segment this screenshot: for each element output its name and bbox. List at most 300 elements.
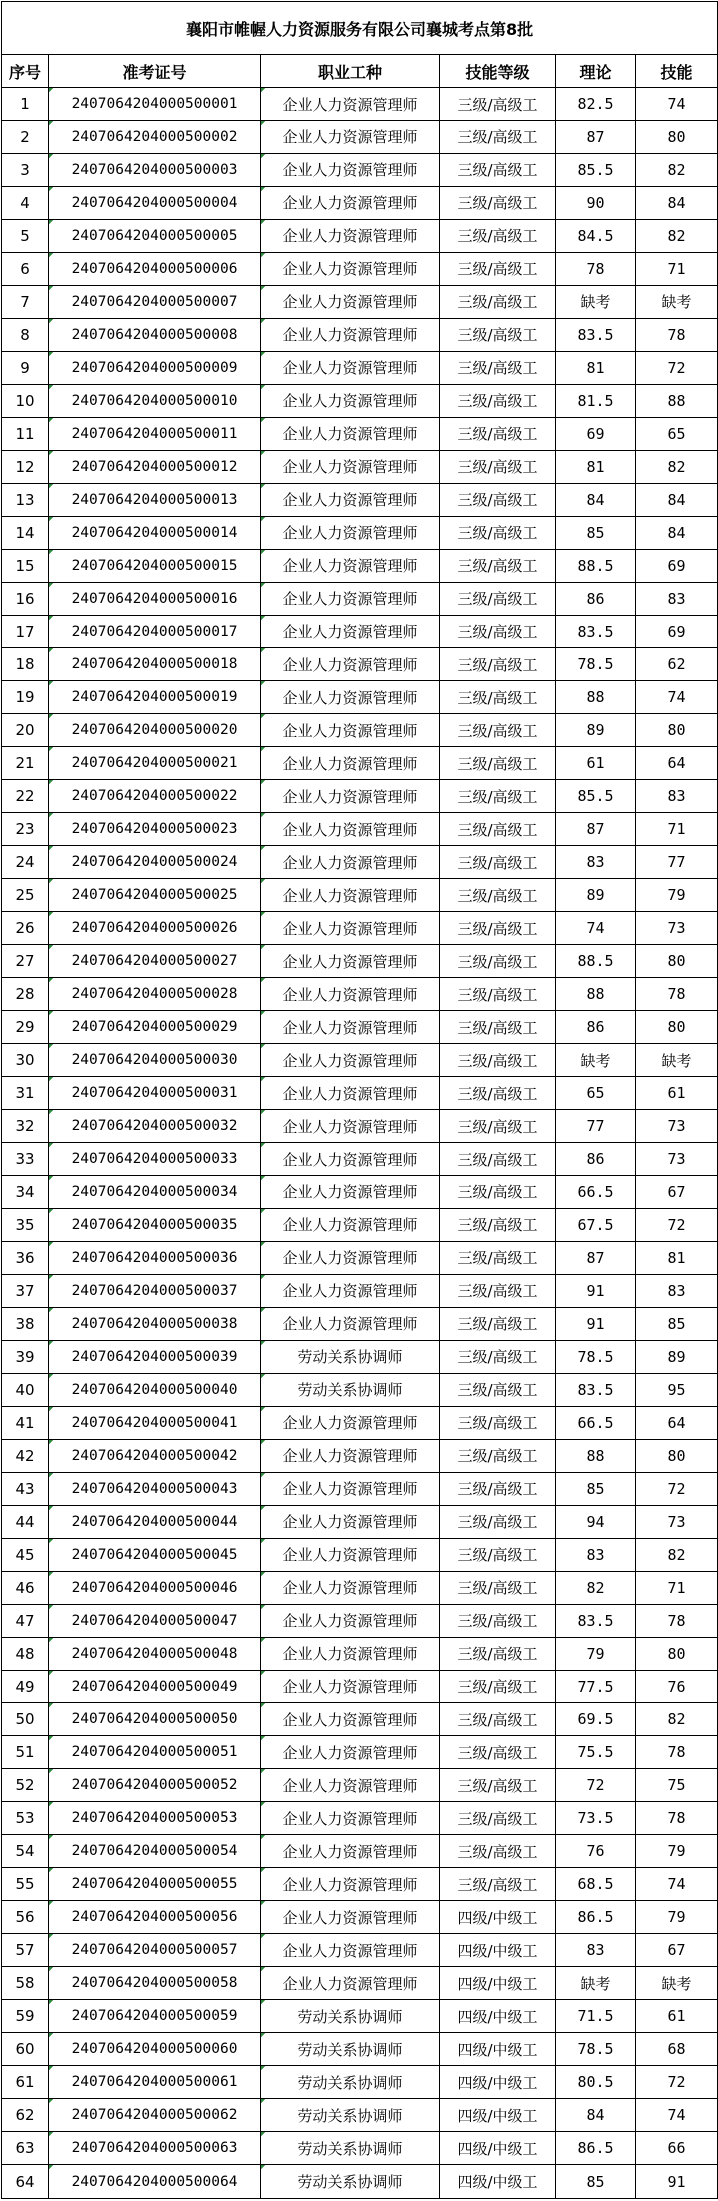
cell-skill-score: 76: [636, 1670, 718, 1703]
cell-theory-score: 83.5: [556, 615, 636, 648]
cell-seq: 54: [2, 1835, 49, 1868]
table-row: [2, 1373, 718, 1406]
cell-occupation: 企业人力资源管理师: [261, 1901, 440, 1934]
cell-theory-score: 87: [556, 120, 636, 153]
cell-seq: 11: [2, 417, 49, 450]
cell-skill-level: 三级/高级工: [440, 1011, 556, 1044]
cell-skill-score: 75: [636, 1769, 718, 1802]
cell-seq: 1: [2, 88, 49, 121]
cell-skill-level: 三级/高级工: [440, 747, 556, 780]
cell-seq: 12: [2, 450, 49, 483]
cell-skill-level: 三级/高级工: [440, 1835, 556, 1868]
cell-skill-score: 74: [636, 681, 718, 714]
cell-exam-number: 2407064204000500054: [49, 1835, 261, 1868]
cell-occupation: 企业人力资源管理师: [261, 252, 440, 285]
cell-exam-number: 2407064204000500033: [49, 1143, 261, 1176]
cell-skill-score: 82: [636, 1703, 718, 1736]
cell-skill-level: 三级/高级工: [440, 1307, 556, 1340]
cell-skill-score: 71: [636, 813, 718, 846]
cell-theory-score: 88.5: [556, 549, 636, 582]
cell-skill-score: 79: [636, 879, 718, 912]
cell-skill-level: 三级/高级工: [440, 1373, 556, 1406]
table-row: [2, 186, 718, 219]
cell-skill-score: 85: [636, 1307, 718, 1340]
cell-occupation: 企业人力资源管理师: [261, 1472, 440, 1505]
cell-seq: 30: [2, 1044, 49, 1077]
table-row: [2, 1703, 718, 1736]
cell-theory-score: 88: [556, 681, 636, 714]
cell-theory-score: 83: [556, 846, 636, 879]
cell-skill-level: 三级/高级工: [440, 681, 556, 714]
cell-occupation: 企业人力资源管理师: [261, 978, 440, 1011]
cell-exam-number: 2407064204000500005: [49, 219, 261, 252]
cell-theory-score: 86: [556, 1143, 636, 1176]
cell-theory-score: 81: [556, 351, 636, 384]
cell-seq: 10: [2, 384, 49, 417]
cell-seq: 37: [2, 1274, 49, 1307]
cell-seq: 14: [2, 516, 49, 549]
cell-seq: 21: [2, 747, 49, 780]
cell-theory-score: 76: [556, 1835, 636, 1868]
cell-theory-score: 88: [556, 1439, 636, 1472]
cell-exam-number: 2407064204000500043: [49, 1472, 261, 1505]
cell-skill-level: 三级/高级工: [440, 1274, 556, 1307]
cell-skill-score: 72: [636, 1208, 718, 1241]
cell-theory-score: 74: [556, 912, 636, 945]
cell-skill-level: 三级/高级工: [440, 153, 556, 186]
cell-seq: 22: [2, 780, 49, 813]
cell-theory-score: 69.5: [556, 1703, 636, 1736]
table-row: [2, 1208, 718, 1241]
table-row: [2, 1439, 718, 1472]
table-row: [2, 2000, 718, 2033]
cell-occupation: 企业人力资源管理师: [261, 1406, 440, 1439]
cell-exam-number: 2407064204000500059: [49, 2000, 261, 2033]
cell-skill-level: 三级/高级工: [440, 846, 556, 879]
cell-skill-level: 三级/高级工: [440, 1670, 556, 1703]
cell-occupation: 企业人力资源管理师: [261, 912, 440, 945]
cell-exam-number: 2407064204000500030: [49, 1044, 261, 1077]
cell-theory-score: 89: [556, 879, 636, 912]
header-theory: 理论: [556, 55, 636, 88]
cell-theory-score: 81: [556, 450, 636, 483]
header-skill-level: 技能等级: [440, 55, 556, 88]
cell-occupation: 企业人力资源管理师: [261, 549, 440, 582]
table-row: [2, 681, 718, 714]
table-row: [2, 1736, 718, 1769]
cell-skill-level: 三级/高级工: [440, 1868, 556, 1901]
cell-skill-score: 61: [636, 2000, 718, 2033]
cell-occupation: 企业人力资源管理师: [261, 681, 440, 714]
table-row: [2, 450, 718, 483]
cell-exam-number: 2407064204000500061: [49, 2066, 261, 2099]
header-occupation: 职业工种: [261, 55, 440, 88]
cell-theory-score: 91: [556, 1307, 636, 1340]
cell-exam-number: 2407064204000500011: [49, 417, 261, 450]
cell-exam-number: 2407064204000500017: [49, 615, 261, 648]
cell-skill-score: 80: [636, 1637, 718, 1670]
cell-occupation: 劳动关系协调师: [261, 2033, 440, 2066]
cell-exam-number: 2407064204000500057: [49, 1934, 261, 1967]
cell-exam-number: 2407064204000500039: [49, 1340, 261, 1373]
cell-skill-score: 80: [636, 945, 718, 978]
cell-seq: 59: [2, 2000, 49, 2033]
cell-seq: 63: [2, 2132, 49, 2165]
cell-occupation: 企业人力资源管理师: [261, 846, 440, 879]
table-row: [2, 1011, 718, 1044]
cell-skill-score: 83: [636, 780, 718, 813]
cell-skill-level: 三级/高级工: [440, 912, 556, 945]
cell-occupation: 企业人力资源管理师: [261, 1143, 440, 1176]
cell-skill-level: 三级/高级工: [440, 1175, 556, 1208]
cell-seq: 56: [2, 1901, 49, 1934]
cell-skill-level: 三级/高级工: [440, 1406, 556, 1439]
cell-occupation: 劳动关系协调师: [261, 2165, 440, 2199]
table-row: [2, 549, 718, 582]
cell-seq: 17: [2, 615, 49, 648]
cell-skill-score: 缺考: [636, 1967, 718, 2000]
cell-occupation: 企业人力资源管理师: [261, 1934, 440, 1967]
cell-skill-score: 61: [636, 1077, 718, 1110]
cell-seq: 32: [2, 1110, 49, 1143]
cell-theory-score: 90: [556, 186, 636, 219]
cell-occupation: 劳动关系协调师: [261, 2132, 440, 2165]
table-row: [2, 1044, 718, 1077]
cell-skill-score: 73: [636, 1505, 718, 1538]
cell-theory-score: 68.5: [556, 1868, 636, 1901]
cell-seq: 47: [2, 1604, 49, 1637]
cell-seq: 6: [2, 252, 49, 285]
table-row: [2, 813, 718, 846]
cell-exam-number: 2407064204000500016: [49, 582, 261, 615]
cell-occupation: 企业人力资源管理师: [261, 1637, 440, 1670]
cell-seq: 3: [2, 153, 49, 186]
cell-seq: 53: [2, 1802, 49, 1835]
cell-occupation: 企业人力资源管理师: [261, 120, 440, 153]
cell-exam-number: 2407064204000500060: [49, 2033, 261, 2066]
cell-exam-number: 2407064204000500013: [49, 483, 261, 516]
cell-occupation: 企业人力资源管理师: [261, 1538, 440, 1571]
cell-seq: 16: [2, 582, 49, 615]
cell-occupation: 劳动关系协调师: [261, 1373, 440, 1406]
table-row: [2, 879, 718, 912]
cell-skill-level: 三级/高级工: [440, 1571, 556, 1604]
cell-exam-number: 2407064204000500063: [49, 2132, 261, 2165]
cell-skill-level: 三级/高级工: [440, 1472, 556, 1505]
cell-skill-level: 三级/高级工: [440, 1538, 556, 1571]
cell-occupation: 劳动关系协调师: [261, 2066, 440, 2099]
cell-occupation: 劳动关系协调师: [261, 1340, 440, 1373]
table-row: [2, 285, 718, 318]
cell-theory-score: 83.5: [556, 318, 636, 351]
cell-exam-number: 2407064204000500050: [49, 1703, 261, 1736]
cell-seq: 7: [2, 285, 49, 318]
cell-seq: 19: [2, 681, 49, 714]
table-row: [2, 1637, 718, 1670]
cell-seq: 9: [2, 351, 49, 384]
cell-theory-score: 72: [556, 1769, 636, 1802]
cell-exam-number: 2407064204000500034: [49, 1175, 261, 1208]
cell-skill-score: 79: [636, 1901, 718, 1934]
cell-skill-level: 三级/高级工: [440, 582, 556, 615]
cell-exam-number: 2407064204000500025: [49, 879, 261, 912]
cell-skill-level: 三级/高级工: [440, 450, 556, 483]
cell-exam-number: 2407064204000500036: [49, 1241, 261, 1274]
cell-seq: 23: [2, 813, 49, 846]
cell-skill-level: 三级/高级工: [440, 1769, 556, 1802]
cell-exam-number: 2407064204000500026: [49, 912, 261, 945]
table-row: [2, 1175, 718, 1208]
cell-skill-level: 三级/高级工: [440, 1703, 556, 1736]
header-exam-number: 准考证号: [49, 55, 261, 88]
cell-theory-score: 61: [556, 747, 636, 780]
cell-occupation: 企业人力资源管理师: [261, 1505, 440, 1538]
cell-exam-number: 2407064204000500012: [49, 450, 261, 483]
cell-seq: 40: [2, 1373, 49, 1406]
cell-skill-score: 88: [636, 384, 718, 417]
cell-occupation: 企业人力资源管理师: [261, 318, 440, 351]
cell-theory-score: 83.5: [556, 1604, 636, 1637]
table-row: [2, 351, 718, 384]
cell-skill-level: 三级/高级工: [440, 549, 556, 582]
cell-skill-score: 72: [636, 1472, 718, 1505]
cell-skill-score: 72: [636, 2066, 718, 2099]
cell-seq: 20: [2, 714, 49, 747]
table-row: [2, 1571, 718, 1604]
cell-exam-number: 2407064204000500042: [49, 1439, 261, 1472]
cell-skill-level: 四级/中级工: [440, 2165, 556, 2199]
cell-seq: 18: [2, 648, 49, 681]
cell-skill-score: 80: [636, 1011, 718, 1044]
cell-exam-number: 2407064204000500053: [49, 1802, 261, 1835]
table-row: [2, 714, 718, 747]
cell-exam-number: 2407064204000500041: [49, 1406, 261, 1439]
cell-occupation: 企业人力资源管理师: [261, 186, 440, 219]
cell-skill-level: 三级/高级工: [440, 318, 556, 351]
cell-exam-number: 2407064204000500019: [49, 681, 261, 714]
cell-theory-score: 91: [556, 1274, 636, 1307]
cell-seq: 28: [2, 978, 49, 1011]
cell-skill-score: 71: [636, 1571, 718, 1604]
cell-occupation: 企业人力资源管理师: [261, 747, 440, 780]
cell-exam-number: 2407064204000500052: [49, 1769, 261, 1802]
cell-skill-score: 77: [636, 846, 718, 879]
cell-occupation: 企业人力资源管理师: [261, 1307, 440, 1340]
cell-occupation: 企业人力资源管理师: [261, 1868, 440, 1901]
cell-occupation: 企业人力资源管理师: [261, 1044, 440, 1077]
cell-theory-score: 79: [556, 1637, 636, 1670]
cell-skill-score: 84: [636, 186, 718, 219]
cell-skill-score: 64: [636, 747, 718, 780]
cell-seq: 36: [2, 1241, 49, 1274]
header-row: [2, 55, 718, 88]
table-row: [2, 318, 718, 351]
cell-skill-level: 三级/高级工: [440, 219, 556, 252]
cell-seq: 41: [2, 1406, 49, 1439]
table-row: [2, 1934, 718, 1967]
cell-exam-number: 2407064204000500018: [49, 648, 261, 681]
cell-skill-score: 80: [636, 714, 718, 747]
cell-seq: 52: [2, 1769, 49, 1802]
cell-theory-score: 73.5: [556, 1802, 636, 1835]
table-row: [2, 2132, 718, 2165]
cell-seq: 44: [2, 1505, 49, 1538]
cell-seq: 4: [2, 186, 49, 219]
cell-skill-score: 80: [636, 1439, 718, 1472]
cell-seq: 49: [2, 1670, 49, 1703]
cell-skill-level: 三级/高级工: [440, 780, 556, 813]
cell-seq: 38: [2, 1307, 49, 1340]
table-row: [2, 747, 718, 780]
cell-theory-score: 87: [556, 813, 636, 846]
cell-skill-level: 三级/高级工: [440, 1143, 556, 1176]
cell-skill-level: 三级/高级工: [440, 1802, 556, 1835]
cell-exam-number: 2407064204000500014: [49, 516, 261, 549]
cell-skill-level: 四级/中级工: [440, 2033, 556, 2066]
cell-theory-score: 75.5: [556, 1736, 636, 1769]
cell-seq: 61: [2, 2066, 49, 2099]
table-row: [2, 1110, 718, 1143]
cell-occupation: 企业人力资源管理师: [261, 1769, 440, 1802]
cell-exam-number: 2407064204000500031: [49, 1077, 261, 1110]
cell-occupation: 企业人力资源管理师: [261, 351, 440, 384]
cell-seq: 24: [2, 846, 49, 879]
cell-seq: 55: [2, 1868, 49, 1901]
cell-seq: 62: [2, 2099, 49, 2132]
cell-skill-score: 83: [636, 582, 718, 615]
cell-theory-score: 71.5: [556, 2000, 636, 2033]
cell-skill-score: 95: [636, 1373, 718, 1406]
cell-occupation: 企业人力资源管理师: [261, 1274, 440, 1307]
cell-exam-number: 2407064204000500001: [49, 88, 261, 121]
cell-theory-score: 66.5: [556, 1406, 636, 1439]
cell-skill-score: 82: [636, 219, 718, 252]
cell-skill-level: 三级/高级工: [440, 1637, 556, 1670]
cell-exam-number: 2407064204000500020: [49, 714, 261, 747]
cell-theory-score: 86.5: [556, 1901, 636, 1934]
cell-exam-number: 2407064204000500038: [49, 1307, 261, 1340]
cell-skill-level: 三级/高级工: [440, 252, 556, 285]
exam-results-table: [1, 1, 718, 2199]
cell-exam-number: 2407064204000500015: [49, 549, 261, 582]
cell-seq: 43: [2, 1472, 49, 1505]
cell-occupation: 企业人力资源管理师: [261, 1011, 440, 1044]
table-row: [2, 1505, 718, 1538]
cell-exam-number: 2407064204000500027: [49, 945, 261, 978]
cell-theory-score: 89: [556, 714, 636, 747]
cell-seq: 48: [2, 1637, 49, 1670]
cell-occupation: 企业人力资源管理师: [261, 1439, 440, 1472]
cell-skill-score: 71: [636, 252, 718, 285]
cell-skill-level: 三级/高级工: [440, 417, 556, 450]
cell-theory-score: 85.5: [556, 153, 636, 186]
cell-exam-number: 2407064204000500021: [49, 747, 261, 780]
cell-skill-score: 缺考: [636, 285, 718, 318]
cell-exam-number: 2407064204000500008: [49, 318, 261, 351]
cell-theory-score: 78.5: [556, 1340, 636, 1373]
table-row: [2, 978, 718, 1011]
cell-theory-score: 77: [556, 1110, 636, 1143]
cell-theory-score: 81.5: [556, 384, 636, 417]
cell-exam-number: 2407064204000500047: [49, 1604, 261, 1637]
cell-exam-number: 2407064204000500029: [49, 1011, 261, 1044]
cell-seq: 60: [2, 2033, 49, 2066]
table-row: [2, 2033, 718, 2066]
cell-seq: 35: [2, 1208, 49, 1241]
cell-skill-level: 四级/中级工: [440, 1967, 556, 2000]
cell-exam-number: 2407064204000500049: [49, 1670, 261, 1703]
table-row: [2, 1604, 718, 1637]
cell-skill-score: 缺考: [636, 1044, 718, 1077]
cell-theory-score: 85: [556, 1472, 636, 1505]
cell-skill-score: 73: [636, 1143, 718, 1176]
cell-exam-number: 2407064204000500040: [49, 1373, 261, 1406]
cell-theory-score: 78.5: [556, 648, 636, 681]
table-row: [2, 582, 718, 615]
cell-occupation: 企业人力资源管理师: [261, 1175, 440, 1208]
cell-skill-level: 三级/高级工: [440, 384, 556, 417]
cell-exam-number: 2407064204000500024: [49, 846, 261, 879]
cell-skill-score: 78: [636, 1802, 718, 1835]
cell-occupation: 企业人力资源管理师: [261, 1736, 440, 1769]
cell-occupation: 劳动关系协调师: [261, 2099, 440, 2132]
cell-seq: 34: [2, 1175, 49, 1208]
cell-occupation: 企业人力资源管理师: [261, 1604, 440, 1637]
cell-exam-number: 2407064204000500009: [49, 351, 261, 384]
cell-theory-score: 87: [556, 1241, 636, 1274]
cell-theory-score: 80.5: [556, 2066, 636, 2099]
table-row: [2, 1472, 718, 1505]
cell-occupation: 企业人力资源管理师: [261, 615, 440, 648]
cell-theory-score: 86.5: [556, 2132, 636, 2165]
cell-seq: 5: [2, 219, 49, 252]
cell-occupation: 企业人力资源管理师: [261, 219, 440, 252]
cell-theory-score: 83: [556, 1934, 636, 1967]
cell-occupation: 企业人力资源管理师: [261, 648, 440, 681]
cell-occupation: 企业人力资源管理师: [261, 88, 440, 121]
cell-skill-level: 三级/高级工: [440, 1044, 556, 1077]
cell-occupation: 企业人力资源管理师: [261, 1110, 440, 1143]
cell-skill-level: 三级/高级工: [440, 516, 556, 549]
cell-seq: 8: [2, 318, 49, 351]
cell-skill-score: 73: [636, 912, 718, 945]
cell-occupation: 企业人力资源管理师: [261, 1835, 440, 1868]
cell-theory-score: 缺考: [556, 285, 636, 318]
table-row: [2, 912, 718, 945]
cell-skill-level: 三级/高级工: [440, 1736, 556, 1769]
cell-occupation: 企业人力资源管理师: [261, 1208, 440, 1241]
cell-exam-number: 2407064204000500028: [49, 978, 261, 1011]
cell-skill-score: 82: [636, 450, 718, 483]
cell-skill-level: 三级/高级工: [440, 1505, 556, 1538]
cell-skill-level: 四级/中级工: [440, 1901, 556, 1934]
cell-theory-score: 65: [556, 1077, 636, 1110]
cell-exam-number: 2407064204000500056: [49, 1901, 261, 1934]
cell-occupation: 企业人力资源管理师: [261, 1241, 440, 1274]
cell-skill-level: 三级/高级工: [440, 945, 556, 978]
table-row: [2, 648, 718, 681]
table-row: [2, 1307, 718, 1340]
cell-skill-score: 78: [636, 1604, 718, 1637]
cell-skill-level: 三级/高级工: [440, 351, 556, 384]
cell-seq: 50: [2, 1703, 49, 1736]
cell-skill-score: 74: [636, 1868, 718, 1901]
table-row: [2, 1769, 718, 1802]
cell-exam-number: 2407064204000500048: [49, 1637, 261, 1670]
cell-seq: 27: [2, 945, 49, 978]
cell-theory-score: 88.5: [556, 945, 636, 978]
cell-occupation: 企业人力资源管理师: [261, 813, 440, 846]
